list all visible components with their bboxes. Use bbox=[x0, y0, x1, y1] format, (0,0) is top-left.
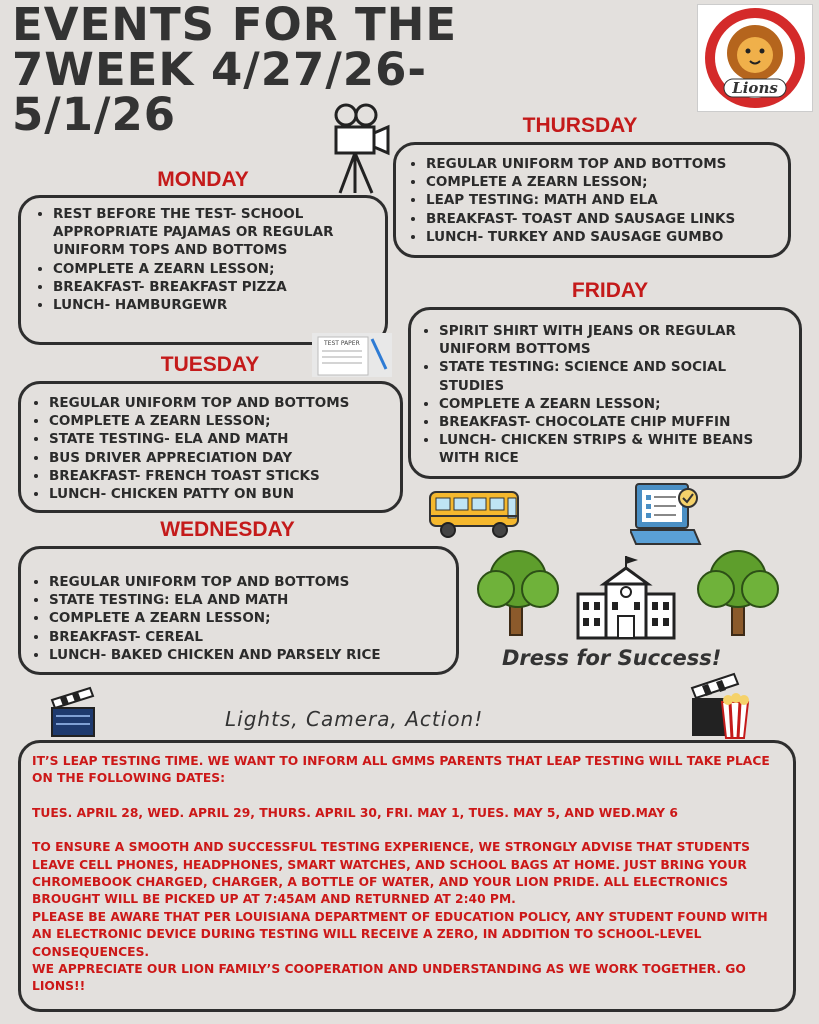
thursday-heading: THURSDAY bbox=[522, 114, 638, 137]
notice-closing: WE APPRECIATE OUR LION FAMILY’S COOPERATION AND UNDERSTANDING AS WE WORK TOGETHER. GO LIONS!! bbox=[32, 962, 746, 994]
clapperboard-icon bbox=[50, 686, 96, 738]
list-item: • COMPLETE A ZEARN LESSON; bbox=[53, 260, 377, 278]
thursday-box bbox=[393, 142, 791, 258]
notice-policy: PLEASE BE AWARE THAT PER LOUISIANA DEPARTMENT OF EDUCATION POLICY, ANY STUDENT FOUND WITH AN ELECTRONIC DEVICE DURING TESTING WILL RECEIVE A ZERO, IN ADDITION TO SCHOOL-LEVEL CONSEQUENCES. bbox=[32, 909, 768, 959]
monday-heading: MONDAY bbox=[157, 168, 249, 191]
dress-slogan: Dress for Success! bbox=[502, 646, 722, 670]
list-item: • LUNCH- BAKED CHICKEN AND PARSELY RICE bbox=[49, 646, 448, 664]
test-paper-icon bbox=[312, 333, 392, 377]
list-item: • BREAKFAST- FRENCH TOAST STICKS bbox=[49, 467, 392, 485]
title-line-1: EVENTS FOR THE bbox=[12, 0, 458, 51]
list-item: • BREAKFAST- BREAKFAST PIZZA bbox=[53, 278, 377, 296]
lion-logo bbox=[698, 5, 812, 111]
title-line-2: 7WEEK 4/27/26- bbox=[12, 43, 428, 96]
wednesday-heading: WEDNESDAY bbox=[160, 518, 295, 541]
list-item: • SPIRIT SHIRT WITH JEANS OR REGULAR UNIFORM BOTTOMS bbox=[439, 322, 793, 358]
list-item: • STATE TESTING: SCIENCE AND SOCIAL STUDIES bbox=[439, 358, 793, 394]
film-camera-icon bbox=[330, 103, 390, 195]
list-item: • REGULAR UNIFORM TOP AND BOTTOMS bbox=[49, 394, 392, 412]
list-item: • COMPLETE A ZEARN LESSON; bbox=[426, 173, 780, 191]
friday-heading: FRIDAY bbox=[571, 279, 649, 302]
list-item: • LUNCH- HAMBURGEWR bbox=[53, 296, 377, 314]
test-paper-label: TEST PAPER bbox=[324, 340, 360, 347]
list-item: • REGULAR UNIFORM TOP AND BOTTOMS bbox=[426, 155, 780, 173]
leap-testing-notice bbox=[18, 740, 796, 1012]
wednesday-box bbox=[18, 546, 459, 675]
school-logo bbox=[697, 4, 813, 112]
list-item: • LUNCH- TURKEY AND SAUSAGE GUMBO bbox=[426, 228, 780, 246]
school-building-icon bbox=[574, 554, 678, 640]
list-item: • COMPLETE A ZEARN LESSON; bbox=[439, 395, 793, 413]
laptop-checklist-icon bbox=[630, 482, 706, 552]
title-line-3: 5/1/26 bbox=[12, 88, 177, 141]
clapperboard-popcorn-icon bbox=[690, 672, 754, 740]
tree-icon bbox=[472, 545, 564, 637]
list-item: • REGULAR UNIFORM TOP AND BOTTOMS bbox=[49, 573, 448, 591]
list-item: • STATE TESTING- ELA AND MATH bbox=[49, 430, 392, 448]
monday-box bbox=[18, 195, 388, 345]
list-item: • REST BEFORE THE TEST- SCHOOL APPROPRIATE PAJAMAS OR REGULAR UNIFORM TOPS AND BOTTOMS bbox=[53, 205, 377, 260]
list-item: • BREAKFAST- CEREAL bbox=[49, 628, 448, 646]
list-item: • LUNCH- CHICKEN PATTY ON BUN bbox=[49, 485, 392, 503]
list-item: • LUNCH- CHICKEN STRIPS & WHITE BEANS WITH RICE bbox=[439, 431, 793, 467]
list-item: • BREAKFAST- CHOCOLATE CHIP MUFFIN bbox=[439, 413, 793, 431]
tuesday-box bbox=[18, 381, 403, 513]
tree-icon bbox=[692, 545, 784, 637]
school-bus-icon bbox=[428, 488, 524, 540]
notice-intro: IT’S LEAP TESTING TIME. WE WANT TO INFORM ALL GMMS PARENTS THAT LEAP TESTING WILL TAKE PLACE ON THE FOLLOWING DATES: bbox=[32, 754, 770, 786]
list-item: • LEAP TESTING: MATH AND ELA bbox=[426, 191, 780, 209]
list-item: • STATE TESTING: ELA AND MATH bbox=[49, 591, 448, 609]
lights-slogan: Lights, Camera, Action! bbox=[225, 707, 484, 731]
tuesday-heading: TUESDAY bbox=[160, 353, 260, 376]
friday-box bbox=[408, 307, 802, 479]
list-item: • COMPLETE A ZEARN LESSON; bbox=[49, 412, 392, 430]
list-item: • BREAKFAST- TOAST AND SAUSAGE LINKS bbox=[426, 210, 780, 228]
notice-dates: TUES. APRIL 28, WED. APRIL 29, THURS. APRIL 30, FRI. MAY 1, TUES. MAY 5, AND WED.MAY 6 bbox=[32, 805, 678, 820]
svg-text:Lions: Lions bbox=[732, 79, 778, 97]
list-item: • COMPLETE A ZEARN LESSON; bbox=[49, 609, 448, 627]
list-item: • BUS DRIVER APPRECIATION DAY bbox=[49, 449, 392, 467]
notice-body: TO ENSURE A SMOOTH AND SUCCESSFUL TESTING EXPERIENCE, WE STRONGLY ADVISE THAT STUDENTS LEAVE CELL PHONES, HEADPHONES, SMART WATCHES, AND SCHOOL BAGS AT HOME. JUST BRING YOUR CHROMEBOOK CHARGED, CHARGER, A BOTTLE OF WATER, AND YOUR LION PRIDE. ALL ELECTRONICS BROUGHT WILL BE PICKED UP AT 7:45AM AND RETURNED AT 2:40 PM. bbox=[32, 840, 751, 907]
